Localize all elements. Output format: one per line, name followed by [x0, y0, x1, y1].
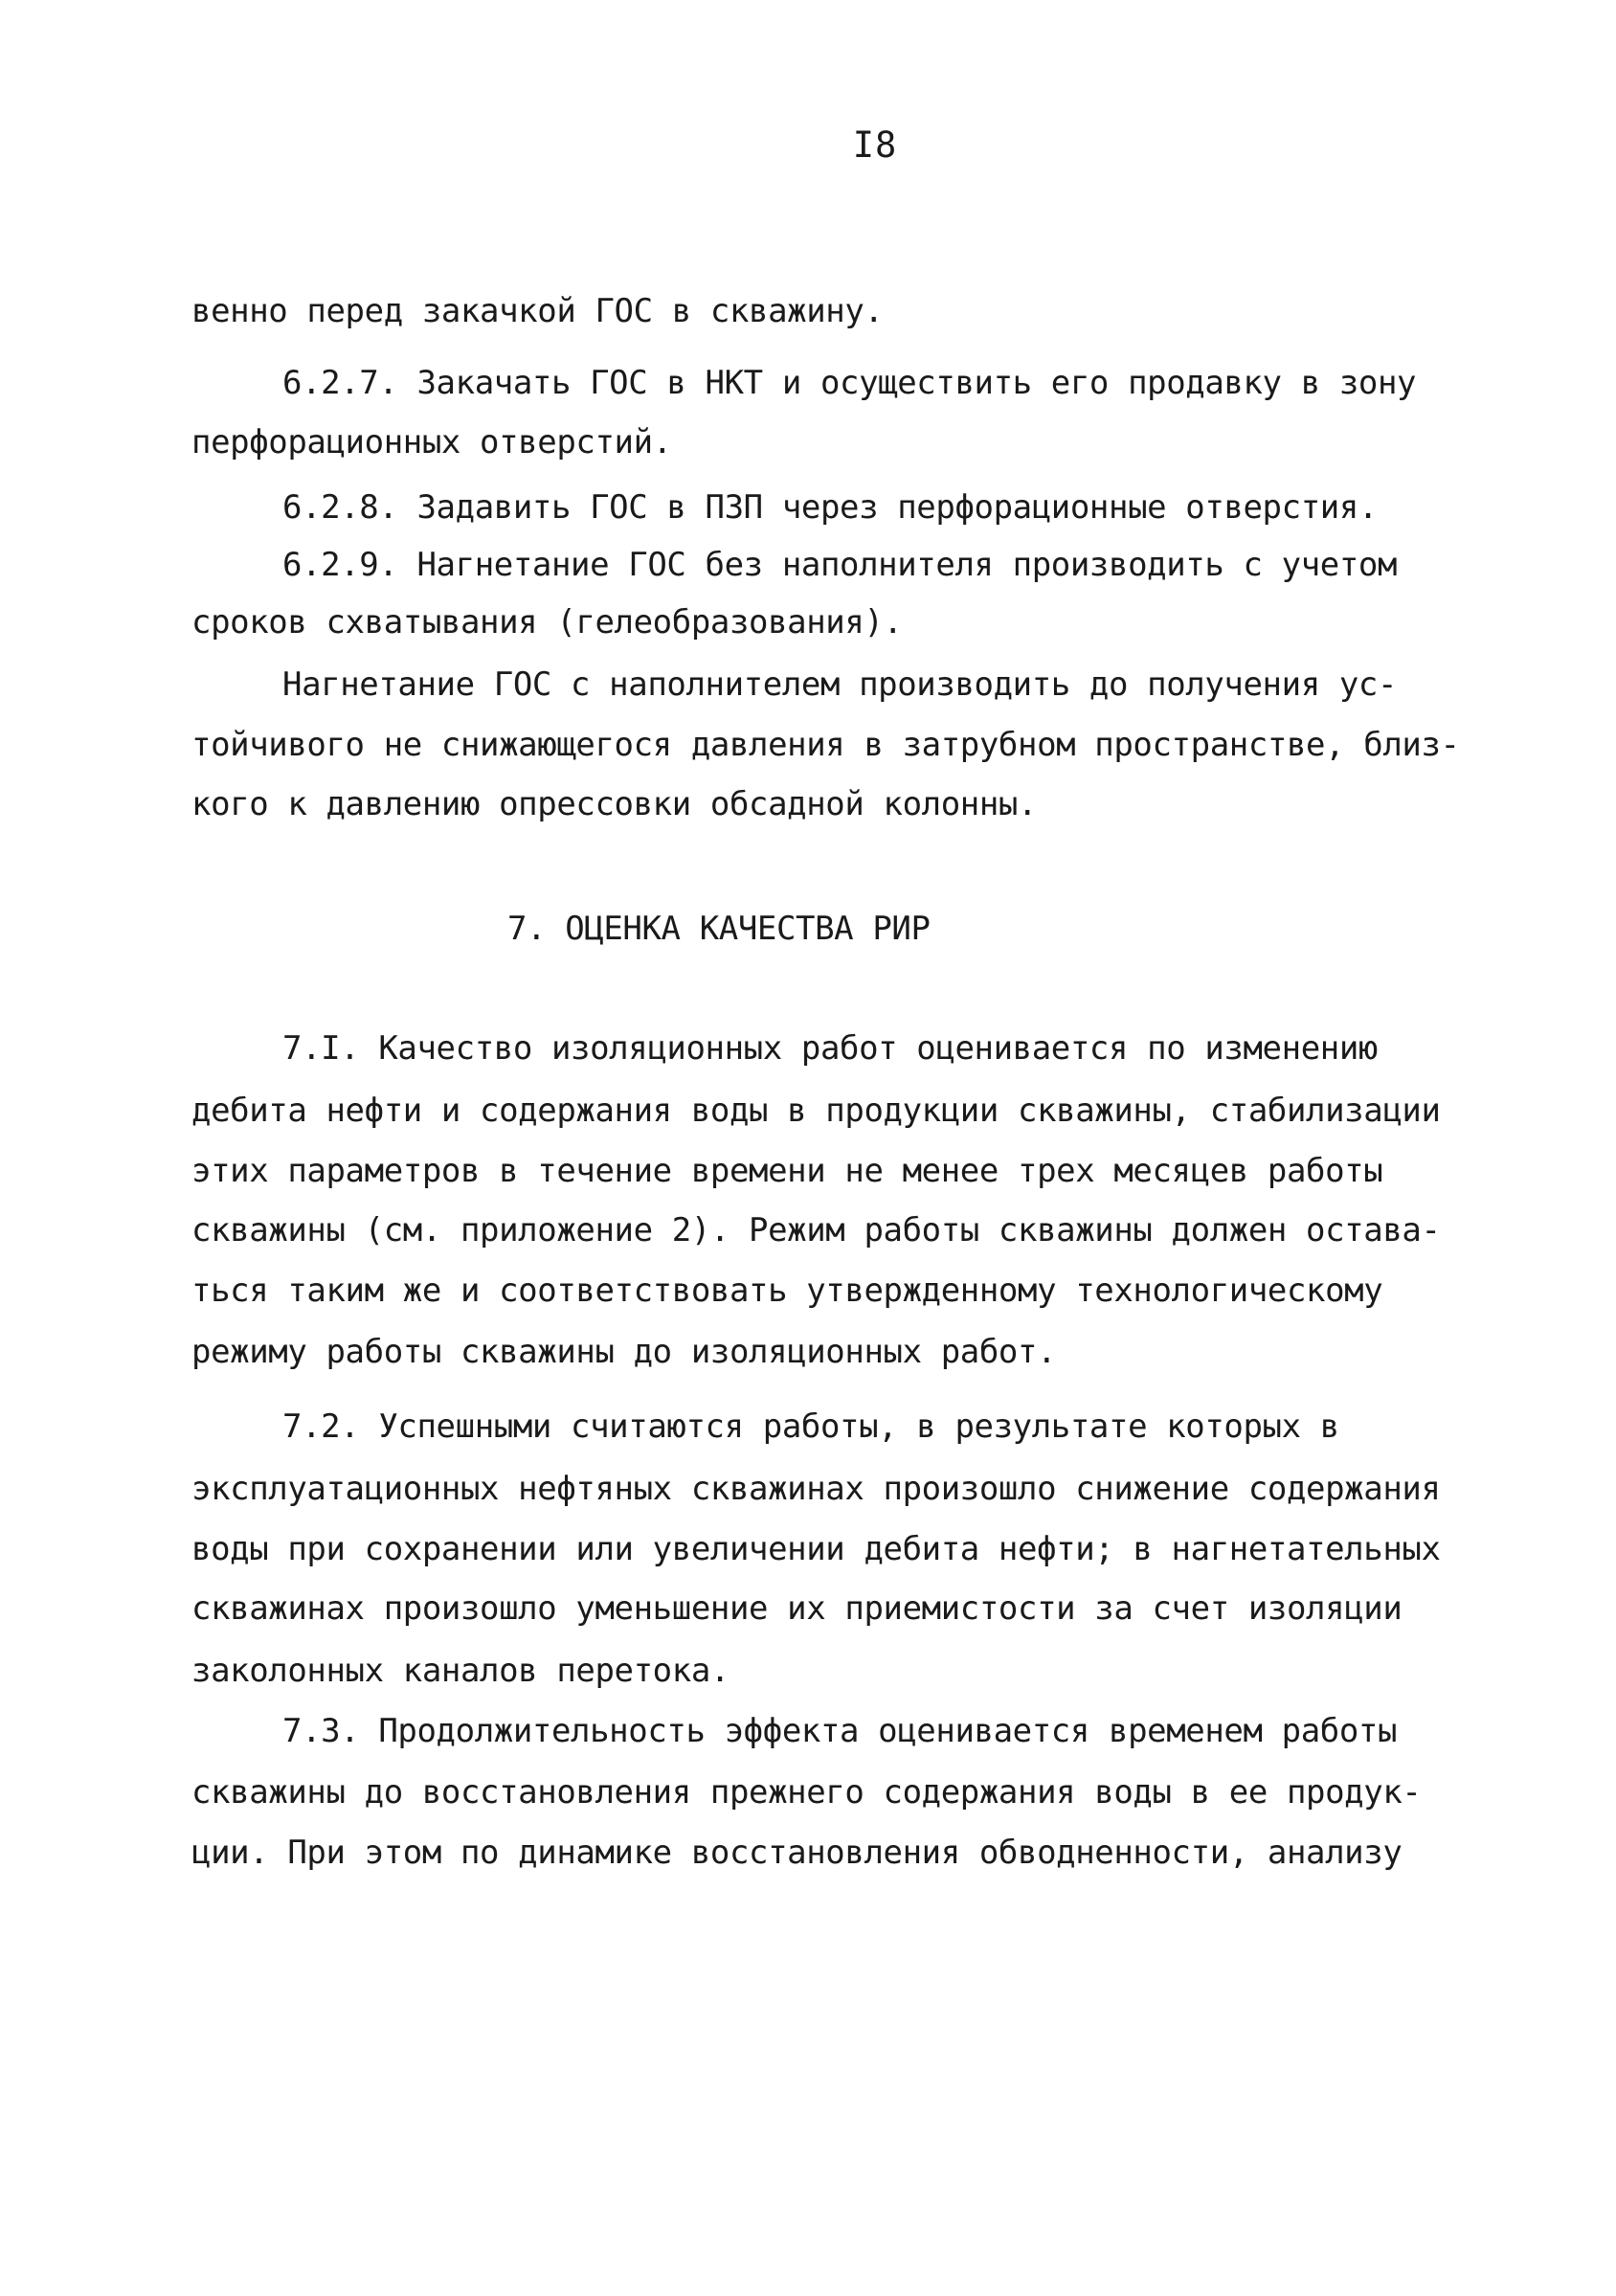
section-heading: 7. ОЦЕНКА КАЧЕСТВА РИР — [507, 910, 931, 948]
text-line: режиму работы скважины до изоляционных работ. — [191, 1333, 1057, 1371]
text-line: венно перед закачкой ГОС в скважину. — [191, 292, 884, 330]
text-line: этих параметров в течение времени не менее трех месяцев работы — [191, 1152, 1383, 1190]
paragraph-6-2-9: 6.2.9. Нагнетание ГОС без наполнителя производить с учетом — [282, 546, 1398, 584]
text-line: тойчивого не снижающегося давления в затрубном пространстве, близ- — [191, 726, 1460, 764]
paragraph-7-1: 7.I. Качество изоляционных работ оценивается по изменению — [282, 1029, 1378, 1068]
text-line: скважины до восстановления прежнего содержания воды в ее продук- — [191, 1773, 1422, 1812]
text-line: заколонных каналов перетока. — [191, 1652, 729, 1690]
text-line: сроков схватывания (гелеобразования). — [191, 603, 903, 642]
paragraph-7-2: 7.2. Успешными считаются работы, в результате которых в — [282, 1407, 1339, 1446]
text-line: эксплуатационных нефтяных скважинах произошло снижение содержания — [191, 1470, 1441, 1508]
paragraph-6-2-8: 6.2.8. Задавить ГОС в ПЗП через перфорационные отверстия. — [282, 488, 1378, 527]
paragraph-injection: Нагнетание ГОС с наполнителем производить до получения ус- — [282, 665, 1398, 704]
text-line: скважинах произошло уменьшение их приемистости за счет изоляции — [191, 1589, 1403, 1628]
text-line: ться таким же и соответствовать утвержденному технологическому — [191, 1272, 1383, 1310]
text-line: перфорационных отверстий. — [191, 423, 672, 461]
text-line: воды при сохранении или увеличении дебита нефти; в нагнетательных — [191, 1530, 1441, 1568]
text-line: дебита нефти и содержания воды в продукции скважины, стабилизации — [191, 1092, 1441, 1130]
text-line: скважины (см. приложение 2). Режим работы скважины должен остава- — [191, 1211, 1441, 1249]
paragraph-6-2-7: 6.2.7. Закачать ГОС в НКТ и осуществить его продавку в зону — [282, 364, 1417, 402]
text-line: ции. При этом по динамике восстановления обводненности, анализу — [191, 1834, 1403, 1872]
paragraph-7-3: 7.3. Продолжительность эффекта оценивается временем работы — [282, 1712, 1398, 1750]
page-number: I8 — [852, 124, 898, 166]
text-line: кого к давлению опрессовки обсадной колонны. — [191, 785, 1038, 823]
